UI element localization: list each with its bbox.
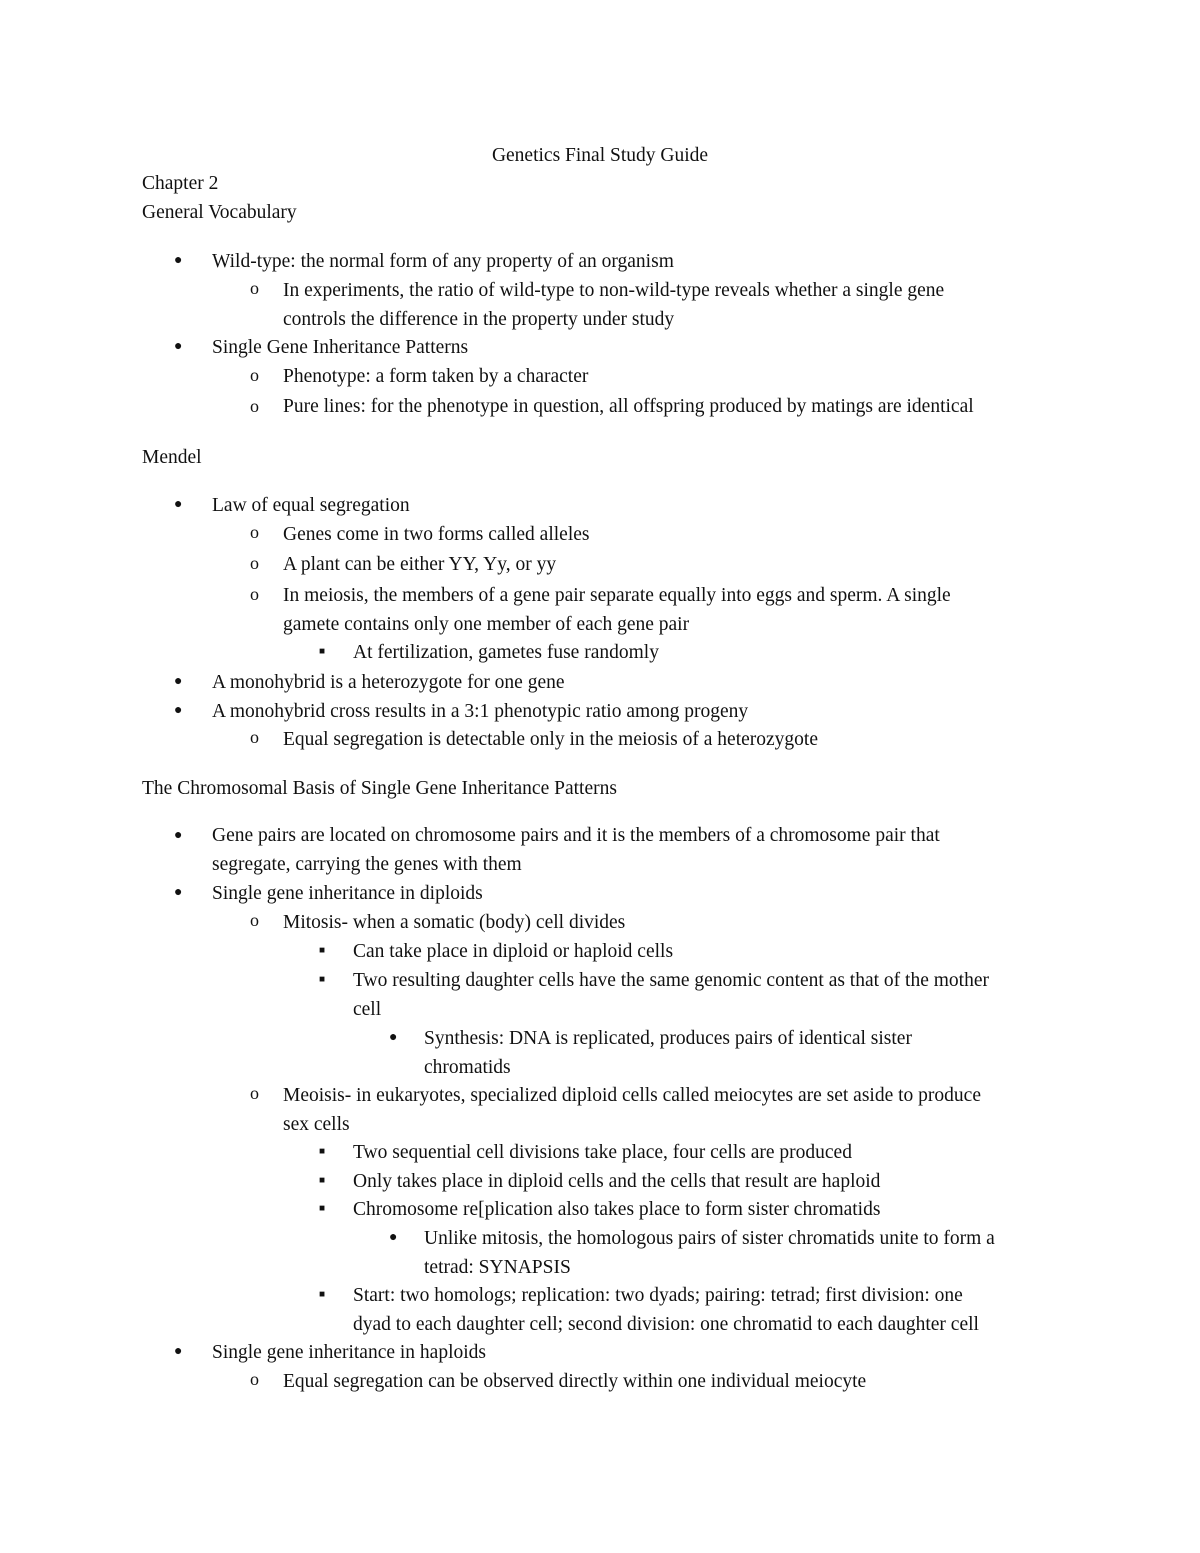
bullet-icon: ● [174, 339, 183, 354]
list-item: Equal segregation can be observed directly within one individual meiocyte [283, 1371, 867, 1392]
bullet-icon: ● [174, 674, 183, 689]
bullet-icon: ● [174, 885, 183, 900]
square-bullet-icon: ■ [319, 1203, 326, 1214]
square-bullet-icon: ■ [319, 646, 326, 657]
bullet-icon: ● [174, 497, 183, 512]
list-item: Phenotype: a form taken by a character [283, 366, 589, 387]
list-item: A monohybrid is a heterozygote for one gene [212, 672, 565, 693]
list-item: Pure lines: for the phenotype in question, all offspring produced by matings are identical [283, 396, 974, 417]
bullet-icon: ● [389, 1230, 398, 1245]
bullet-icon: ● [389, 1030, 398, 1045]
list-item: Genes come in two forms called alleles [283, 524, 590, 545]
hollow-bullet-icon: o [250, 727, 259, 747]
square-bullet-icon: ■ [319, 974, 326, 985]
list-item: Can take place in diploid or haploid cells [353, 941, 674, 962]
square-bullet-icon: ■ [319, 1289, 326, 1300]
list-item: Chromosome re[plication also takes place to form sister chromatids [353, 1199, 881, 1220]
hollow-bullet-icon: o [250, 1369, 259, 1389]
bullet-icon: ● [174, 703, 183, 718]
list-item: Unlike mitosis, the homologous pairs of sister chromatids unite to form a tetrad: SYNAPSIS [424, 1228, 995, 1278]
list-item: In meiosis, the members of a gene pair separate equally into eggs and sperm. A single gamete contains only one member of each gene pair [283, 585, 951, 635]
document-title: Genetics Final Study Guide [491, 145, 709, 166]
hollow-bullet-icon: o [250, 278, 259, 298]
list-item: Synthesis: DNA is replicated, produces pairs of identical sister chromatids [424, 1028, 912, 1078]
chapter-label: Chapter 2 [142, 173, 219, 194]
hollow-bullet-icon: o [250, 584, 259, 604]
hollow-bullet-icon: o [250, 396, 259, 416]
bullet-icon: ● [174, 1344, 183, 1359]
bullet-icon: ● [174, 828, 183, 843]
list-item: Equal segregation is detectable only in the meiosis of a heterozygote [283, 729, 818, 750]
list-item: Start: two homologs; replication: two dyads; pairing: tetrad; first division: one dyad to each daughter cell; second division: one chromatid to each daughter cell [353, 1285, 979, 1335]
square-bullet-icon: ■ [319, 1175, 326, 1186]
list-item: Two resulting daughter cells have the same genomic content as that of the mother cell [353, 970, 989, 1020]
hollow-bullet-icon: o [250, 553, 259, 573]
list-item: Two sequential cell divisions take place, four cells are produced [353, 1142, 852, 1163]
hollow-bullet-icon: o [250, 365, 259, 385]
list-item: Single Gene Inheritance Patterns [212, 337, 469, 358]
list-item: In experiments, the ratio of wild-type to non-wild-type reveals whether a single gene controls the difference in the property under study [283, 280, 945, 330]
list-item: Single gene inheritance in haploids [212, 1342, 487, 1363]
hollow-bullet-icon: o [250, 522, 259, 542]
list-item: Meoisis- in eukaryotes, specialized diploid cells called meiocytes are set aside to produce sex cells [283, 1085, 981, 1135]
section-heading-general-vocabulary: General Vocabulary [142, 202, 297, 223]
list-item: Law of equal segregation [212, 495, 410, 516]
bullet-icon: ● [174, 253, 183, 268]
section-heading-chromosomal-basis: The Chromosomal Basis of Single Gene Inheritance Patterns [142, 778, 617, 799]
square-bullet-icon: ■ [319, 1146, 326, 1157]
list-item: At fertilization, gametes fuse randomly [353, 642, 659, 663]
section-heading-mendel: Mendel [142, 447, 202, 468]
square-bullet-icon: ■ [319, 945, 326, 956]
hollow-bullet-icon: o [250, 1083, 259, 1103]
list-item: Gene pairs are located on chromosome pairs and it is the members of a chromosome pair that segregate, carrying the genes with them [212, 825, 940, 875]
list-item: Wild-type: the normal form of any property of an organism [212, 251, 674, 272]
list-item: A plant can be either YY, Yy, or yy [283, 554, 557, 575]
list-item: Mitosis- when a somatic (body) cell divides [283, 912, 626, 933]
list-item: A monohybrid cross results in a 3:1 phenotypic ratio among progeny [212, 701, 749, 722]
list-item: Single gene inheritance in diploids [212, 883, 483, 904]
list-item: Only takes place in diploid cells and the cells that result are haploid [353, 1171, 881, 1192]
hollow-bullet-icon: o [250, 910, 259, 930]
